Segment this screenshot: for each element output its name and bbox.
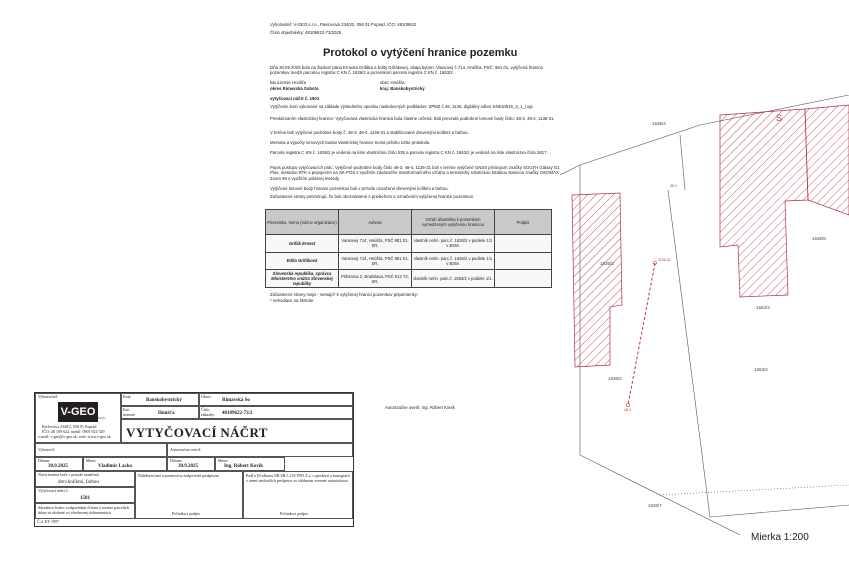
meno-label: Meno: [86,458,97,463]
title-block [34,392,354,527]
suradnice-note: Súradnice bodov zodpovedajú číslam a rozmer parcelách údaje sú uložené vo všeobecnej dokumentácii [38,505,130,515]
remarks-line: Zúčastnené strany majú - nemajú* k vytýčenej hranici pozemkov pripomienky: [270,292,419,297]
map-label: 1636/3 [600,261,614,266]
ku-value: Hnúšťa [158,411,175,416]
nacrt-label: Vytyčovací náčrt č. [38,488,69,493]
map-point-label: 48-3 [624,408,632,412]
participant-address: Vansovej 714, Hnúšťa, PSČ 981 01, SR, [339,252,412,270]
cadastral-map [560,95,849,535]
ku-label: Kat. územie: [123,407,136,417]
map-label: S [776,113,783,123]
participant-name: Slovenská republika, správca Ministerstvo vnútra Slovenskej republiky [266,270,339,288]
logo-sub: s.r.o. [98,415,106,420]
map-label: 1653/3 [756,305,770,310]
participant-address: Pribinova 2, Bratislava, PSČ 812 72, SR, [339,270,412,288]
paragraph-2: Preskúmaním vlastníckej hranice: Vytyčovaná vlastnícka hranica bola čiastne určená. Boli prevzaté podrobné lomové body číslo: 48-3, 48-4, 1136-31. [270,116,555,121]
podla-note: Podľa §9 zákona NR SR č.215/1995 Z.z. o geodézii a kartografii v znení neskorších predpisov so súhlasom overené autorizáciou [246,473,350,483]
kraj-label: Kraj: [123,394,132,399]
vyhotovitel-cell [35,393,121,443]
participant-relation: vlastník nehn. parc.č. 1636/2 v podiele 1/1 v BSM. [412,235,495,253]
table-header: Podpis [495,210,552,235]
form-number: Č.d. KT-1997 [37,519,59,524]
map-point-label: 1136-31 [658,258,671,262]
participant-name: Edita Grifáková [266,252,339,270]
datum1-value: 30.9.2025 [48,464,68,469]
participant-signature [495,235,552,253]
paragraph-1: Vytýčenie bolo vykonané na základe výsledneho operátu nasledovných podkladov: ZPMZ č.46, 1136, digitálny súbor KN610515_3_1_l.vgi. [270,104,534,109]
datum2-value: 30.9.2025 [178,464,198,469]
participant-signature [495,252,552,270]
map-label: 1636/4 [652,121,666,126]
cislo-label: Číslo zákazky: [201,407,216,417]
table-row [266,252,552,270]
intro-paragraph: Dňa 30.09.2025 bola na žiadosť pána Ernesta Grifáka a Edity Grifákovej, obaja bytom: Vansovej č.714, Hnúšťa, PSČ: 981 01, vytýčená hranica pozemkov medzi parcelou registra C KN č. 1636/2 a pozemkom parcela registra C KN č. 1653/2. [270,65,543,76]
overil-label: Autorizačne overil: [170,447,201,452]
kraj-value: Banskobystrický [146,398,182,403]
okres-label: Okres: [201,394,212,399]
meno1-value: Vladimír Lacko [98,464,132,469]
zhodny-note: Náležitosťami a presnosťou zodpovedá predpisom [138,473,219,478]
location-nacrt: vytyčovací náčrt č. 1501 [270,96,320,101]
vyhotovil-label: Vyhotovil: [38,447,55,452]
map-scale: Mierka 1:200 [751,532,809,543]
paragraph-8: Zúčastnené strany potvrdzujú, že boli oboznámené s priebehom a označením vytýčenej hranice pozemkov. [270,194,474,199]
meno2-value: Ing. Róbert Kovík [224,464,264,469]
meno-label: Meno: [218,458,229,463]
nova-hranica-label: Nová hranica bola v prírode označená [38,472,99,477]
nova-hranica-value: drev.kolíkmi, farbou [58,480,99,485]
peciatka-label: Pečiatka a podpis [280,511,308,516]
map-point-label: 48-4 [670,184,678,188]
location-okres: okres Rimavská Sobota [270,86,319,91]
header-cislo: Číslo objednávky: 48109622-73/2025 [270,30,342,35]
peciatka-label: Pečiatka a podpis [172,511,200,516]
sketch-title: VYTYČOVACÍ NÁČRT [126,425,268,440]
location-obec: obec Hnúšťa [380,80,405,85]
participant-relation: vlastník nehn. parc.č. 1653/2 v podiele 1/1. [412,270,495,288]
company-address: Pavlovova 2340/2, 058 01 Poprad [42,424,97,429]
company-contact: IČO: 48 109 622, mobil: 0905 924 529 [42,429,105,434]
table-header: Adresa [339,210,412,235]
participants-table [265,209,552,288]
paragraph-3: V teréne boli vytýčené podrobné body č. 48-3, 48-4, 1136-31 a stabilizované drevenými kolíkmi a farbou. [270,130,469,135]
participant-signature [495,270,552,288]
footnote: * nehodiace sa škrtnite [270,298,314,303]
map-label: 1636/7 [648,503,662,508]
paragraph-5: Parcela registra C KN č. 1636/2 je vedená na liste vlastníctva číslo 535 a parcela registra C KN č. 1653/2 je vedená na liste vlastníctva číslo 2817. [270,150,548,155]
cislo-value: 48109622-73/2 [222,411,253,416]
map-label: 1636/2 [608,376,622,381]
participant-relation: vlastník nehn. parc.č. 1636/2 v podiele 1/1 v BSM. [412,252,495,270]
table-header: Priezvisko, meno (názov organizácie) [266,210,339,235]
location-kraj: kraj: Banskobystrický [380,86,425,91]
company-email: e-mail: v-geo@v-geo.sk, web: www.v-geo.sk [38,434,111,439]
datum-label: Dátum: [38,458,50,463]
table-row [266,235,552,253]
table-header: Vzťah účastníka k pozemkom vymedzeným vytýčenou hranicou [412,210,495,235]
paragraph-7: Vytýčené lomové body hranice pozemkov boli v prírode označené drevenými kolíkmi a farbou. [270,186,449,191]
map-label: 1653/2 [754,367,768,372]
paragraph-4: Merania a výpočty lomových bodov vlastníckej hranice tvoria prílohu tohto protokolu. [270,140,431,145]
vyhotovitel-label: Vyhotoviteľ: [38,394,59,399]
location-ku: kat.územie Hnúšťa [270,80,307,85]
header-vyhotovitel: Vyhotoviteľ: V-GEO,s.r.o., Pavlovova 2340/2, 058 01 Poprad, IČO: 48109622 [270,22,417,27]
page-title: Protokol o vytýčení hranice pozemku [323,47,518,59]
table-row [266,270,552,288]
nacrt-value: 1501 [80,496,90,501]
datum-label: Dátum: [170,458,182,463]
participant-name: Grifák Ernest [266,235,339,253]
company-logo: V-GEO [58,402,98,422]
paragraph-6: Popis postupu vytyčovacích prác: Vytýčené podrobné body číslo 48-3, 48-4, 1136-31 boli v teréne vytýčené GNSS prístrojom značky SOUTH Galaxy G1 Plus, metódou RTK s pripojením na SK-POS s využitím záväzného transformačného vzťahu a terestricky robotickou totálnou stanicou značky GEOMAX Zoom 90 s využitím polárnej metódy. [270,165,560,181]
okres-value: Rimavská So [222,398,250,403]
map-label: 1636/6 [812,236,826,241]
participant-address: Vansovej 714, Hnúšťa, PSČ 981 01, SR, [339,235,412,253]
signature-autorizoval: Autorizačne overil: Ing. Róbert Kovík [385,405,455,410]
